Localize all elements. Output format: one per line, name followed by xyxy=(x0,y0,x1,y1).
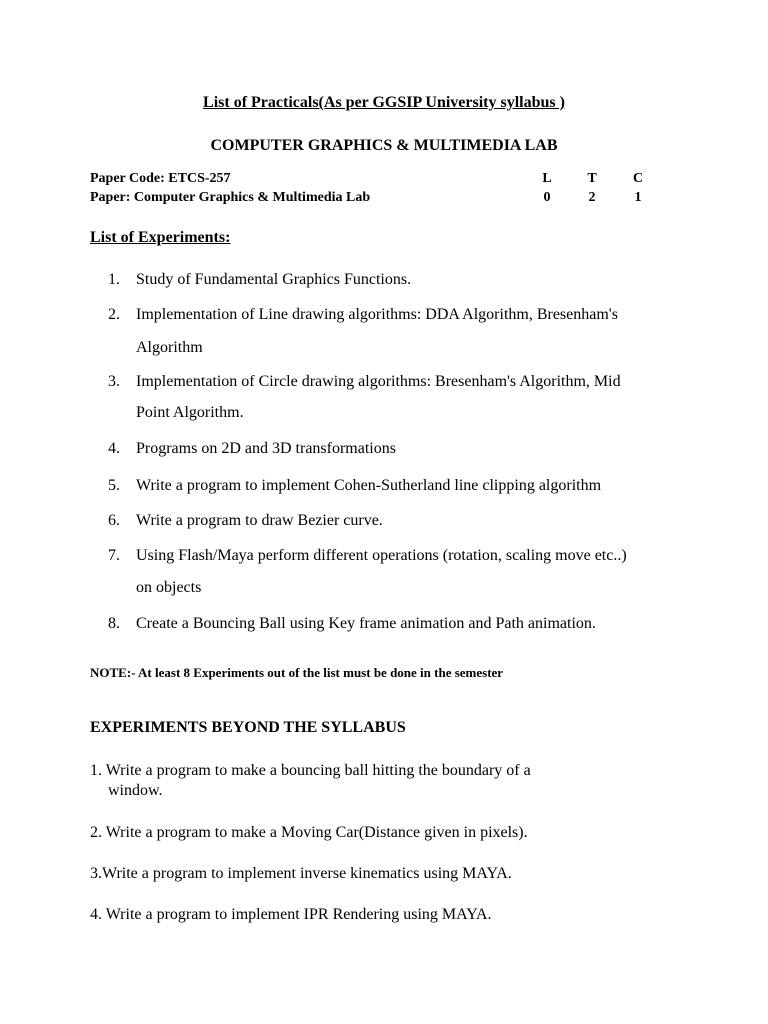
list-item-text-cont: Algorithm xyxy=(136,339,203,356)
page-title: List of Practicals(As per GGSIP University syllabus ) xyxy=(203,94,565,111)
beyond-item: 4. Write a program to implement IPR Rendering using MAYA. xyxy=(90,906,492,923)
list-item-text-cont: on objects xyxy=(136,579,202,596)
paper-name: Paper: Computer Graphics & Multimedia Lab xyxy=(90,190,371,205)
experiments-heading: List of Experiments: xyxy=(90,229,231,246)
beyond-syllabus-heading: EXPERIMENTS BEYOND THE SYLLABUS xyxy=(90,719,406,736)
list-item-number: 8. xyxy=(108,615,120,632)
list-item-text: Study of Fundamental Graphics Functions. xyxy=(136,271,412,288)
paper-code: Paper Code: ETCS-257 xyxy=(90,171,231,186)
list-item-text: Create a Bouncing Ball using Key frame animation and Path animation. xyxy=(136,615,596,632)
list-item-text: Write a program to draw Bezier curve. xyxy=(136,512,383,529)
list-item-text: Write a program to implement Cohen-Sutherland line clipping algorithm xyxy=(136,477,602,494)
ltc-value-c: 1 xyxy=(634,190,642,205)
list-item-number: 6. xyxy=(108,512,120,529)
ltc-header-t: T xyxy=(587,171,597,186)
list-item-text: Implementation of Circle drawing algorithms: Bresenham's Algorithm, Mid xyxy=(136,373,621,390)
list-item-text-cont: Point Algorithm. xyxy=(136,404,244,421)
beyond-item: 3.Write a program to implement inverse kinematics using MAYA. xyxy=(90,865,512,882)
note-text: NOTE:- At least 8 Experiments out of the list must be done in the semester xyxy=(90,665,504,680)
ltc-value-t: 2 xyxy=(588,190,596,205)
list-item-text: Using Flash/Maya perform different operations (rotation, scaling move etc..) xyxy=(136,547,627,564)
list-item-number: 4. xyxy=(108,440,120,457)
list-item-text: Programs on 2D and 3D transformations xyxy=(136,440,396,457)
ltc-header-c: C xyxy=(632,171,644,186)
ltc-value-l: 0 xyxy=(543,190,551,205)
lab-title: COMPUTER GRAPHICS & MULTIMEDIA LAB xyxy=(210,137,558,154)
beyond-item: 2. Write a program to make a Moving Car(Distance given in pixels). xyxy=(90,824,528,841)
list-item-number: 2. xyxy=(108,306,120,323)
list-item-number: 3. xyxy=(108,373,120,390)
list-item-number: 5. xyxy=(108,477,120,494)
list-item-number: 1. xyxy=(108,271,120,288)
list-item-number: 7. xyxy=(108,547,120,564)
beyond-item: 1. Write a program to make a bouncing ball hitting the boundary of a xyxy=(90,762,531,779)
beyond-item-cont: window. xyxy=(108,782,163,799)
list-item-text: Implementation of Line drawing algorithms: DDA Algorithm, Bresenham's xyxy=(136,306,618,323)
ltc-header-l: L xyxy=(542,171,552,186)
